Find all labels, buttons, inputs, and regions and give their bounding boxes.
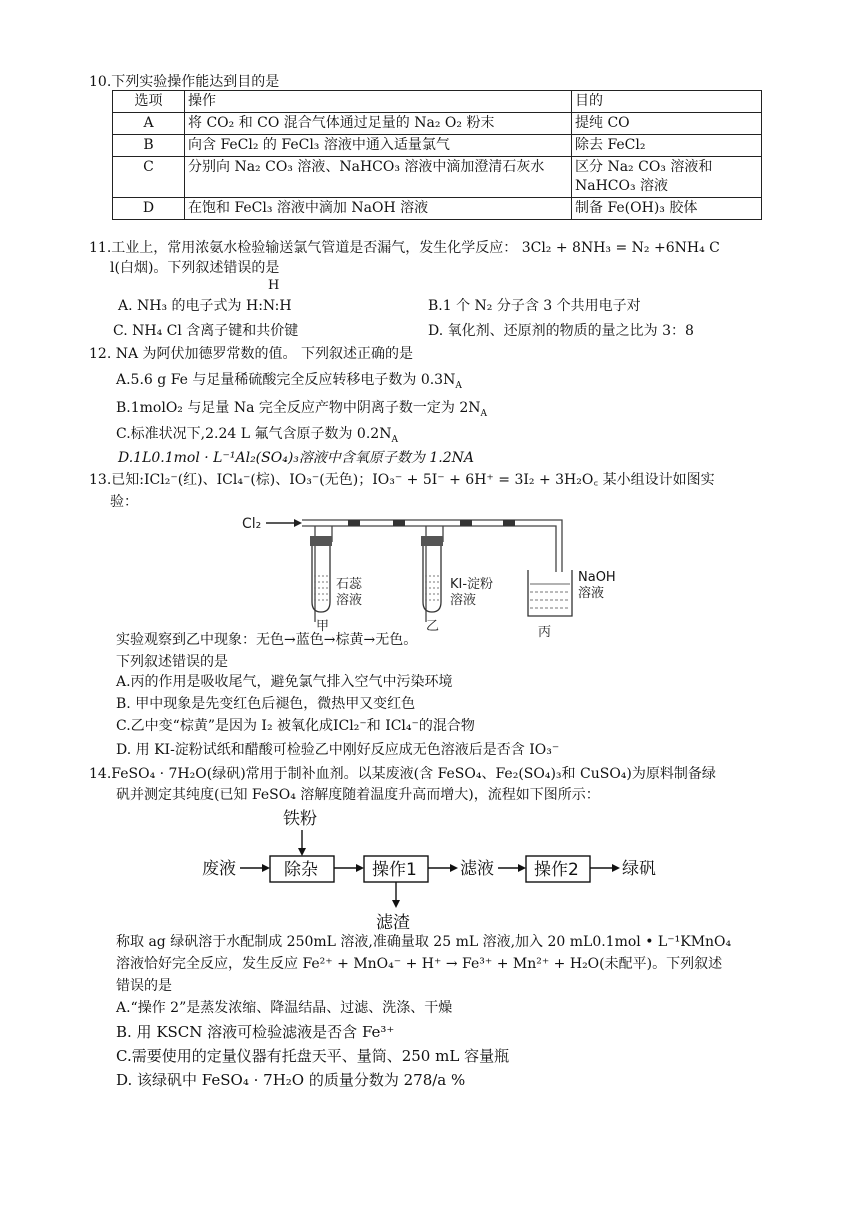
flow-product-green-vitriol: 绿矾 xyxy=(622,859,656,879)
connector xyxy=(393,520,405,526)
cell-purpose: 提纯 CO xyxy=(572,113,762,135)
subscript-a: A xyxy=(455,380,462,391)
flowchart xyxy=(200,804,670,934)
q14-option-c: C.需要使用的定量仪器有托盘天平、量筒、250 mL 容量瓶 xyxy=(116,1047,510,1065)
q13-option-a: A.丙的作用是吸收尾气，避免氯气排入空气中污染环境 xyxy=(116,674,453,690)
beaker-label-line1: NaOH xyxy=(578,570,616,585)
q12-stem: 12. NA 为阿伏加德罗常数的值。 下列叙述正确的是 xyxy=(89,346,413,362)
q13-observation: 实验观察到乙中现象：无色→蓝色→棕黄→无色。 xyxy=(116,632,418,648)
q14-stem-line1: 14.FeSO₄ · 7H₂O(绿矾)常用于制补血剂。以某废液(含 FeSO₄、Fe₂(SO₄)₃和 CuSO₄)为原料制备绿 xyxy=(89,766,716,782)
beaker-name: 丙 xyxy=(538,625,552,640)
cell-operation: 向含 FeCl₂ 的 FeCl₃ 溶液中通入适量氯气 xyxy=(185,135,572,157)
header-operation: 操作 xyxy=(185,91,572,113)
q13-option-d: D. 用 KI-淀粉试纸和醋酸可检验乙中刚好反应成无色溶液后是否含 IO₃⁻ xyxy=(116,742,560,758)
q13-option-b: B. 甲中现象是先变红色后褪色，微热甲又变红色 xyxy=(116,696,416,712)
q11-option-b: B.1 个 N₂ 分子含 3 个共用电子对 xyxy=(428,298,641,314)
connector xyxy=(503,520,515,526)
q14-option-b: B. 用 KSCN 溶液可检验滤液是否含 Fe³⁺ xyxy=(116,1023,395,1041)
tube1-name: 甲 xyxy=(316,619,330,634)
q12-option-c xyxy=(116,424,398,450)
subscript-a: A xyxy=(391,434,398,445)
connector xyxy=(348,520,360,526)
test-tube-jia xyxy=(310,526,332,622)
flow-filtrate: 滤液 xyxy=(460,859,494,879)
cell-purpose: 区分 Na₂ CO₃ 溶液和 NaHCO₃ 溶液 xyxy=(572,157,762,198)
q11-option-d: D. 氧化剂、还原剂的物质的量之比为 3：8 xyxy=(428,323,694,339)
cell-operation: 将 CO₂ 和 CO 混合气体通过足量的 Na₂ O₂ 粉末 xyxy=(185,113,572,135)
q14-stem-line2: 矾并测定其纯度(已知 FeSO₄ 溶解度随着温度升高而增大)，流程如下图所示： xyxy=(116,787,600,803)
q13-stem-line1: 13.已知:ICl₂⁻(红)、ICl₄⁻(棕)、IO₃⁻(无色)；IO₃⁻ + 5I⁻ + 6H⁺ = 3I₂ + 3H₂O꜀ 某小组设计如图实 xyxy=(89,472,715,488)
flow-waste-liquid: 废液 xyxy=(202,859,236,879)
q12-option-d: D.1L0.1mol · L⁻¹Al₂(SO₄)₃溶液中含氧原子数为 1.2NA xyxy=(118,450,474,466)
q12-option-a xyxy=(116,370,462,396)
inlet-arrow-head xyxy=(294,519,302,527)
beaker-bing xyxy=(528,570,572,616)
electron-formula-top-h: H xyxy=(268,278,280,293)
q12-option-c-text: C.标准状况下,2.24 L 氟气含原子数为 0.2N xyxy=(116,426,392,442)
tube1-label-line1: 石蕊 xyxy=(336,577,363,592)
q11-stem-line1: 11.工业上，常用浓氨水检验输送氯气管道是否漏气，发生化学反应： 3Cl₂ + 8NH₃ = N₂ +6NH₄ C xyxy=(89,240,720,256)
subscript-a: A xyxy=(480,408,487,419)
flow-operation-1: 操作1 xyxy=(372,860,417,880)
cell-option: D xyxy=(113,198,185,220)
q11-option-a: A. NH₃ 的电子式为 H:N:H xyxy=(118,298,292,314)
tube2-label-line2: 溶液 xyxy=(450,593,477,608)
q14-para-line3: 错误的是 xyxy=(116,978,172,994)
flow-operation-2: 操作2 xyxy=(534,860,579,880)
cl2-label: Cl₂ xyxy=(242,516,262,532)
q14-para-line1: 称取 ag 绿矾溶于水配制成 250mL 溶液,准确量取 25 mL 溶液,加入 20 mL0.1mol • L⁻¹KMnO₄ xyxy=(116,934,732,950)
q14-option-a: A.“操作 2”是蒸发浓缩、降温结晶、过滤、洗涤、干燥 xyxy=(116,1000,453,1016)
table-row xyxy=(113,157,762,198)
q14-para-line2: 溶液恰好完全反应，发生反应 Fe²⁺ + MnO₄⁻ + H⁺ → Fe³⁺ + Mn²⁺ + H₂O(未配平)。下列叙述 xyxy=(116,956,723,972)
flow-remove-impurity: 除杂 xyxy=(284,860,318,880)
tube1-label-line2: 溶液 xyxy=(336,593,363,608)
q14-option-d: D. 该绿矾中 FeSO₄ · 7H₂O 的质量分数为 278/a % xyxy=(116,1071,466,1089)
q12-option-a-text: A.5.6 g Fe 与足量稀硫酸完全反应转移电子数为 0.3N xyxy=(116,372,456,388)
test-tube-yi xyxy=(421,526,443,622)
q13-option-c: C.乙中变“棕黄”是因为 I₂ 被氧化成ICl₂⁻和 ICl₄⁻的混合物 xyxy=(116,718,475,734)
flow-residue: 滤渣 xyxy=(376,913,410,933)
cell-operation: 在饱和 FeCl₃ 溶液中滴加 NaOH 溶液 xyxy=(185,198,572,220)
table-row xyxy=(113,198,762,220)
connector xyxy=(460,520,472,526)
beaker-label-line2: 溶液 xyxy=(578,586,605,601)
q13-stem-line2: 验： xyxy=(110,494,138,510)
q11-option-c: C. NH₄ Cl 含离子键和共价键 xyxy=(113,323,299,339)
table-row xyxy=(113,113,762,135)
q12-option-b-text: B.1molO₂ 与足量 Na 完全反应产物中阴离子数一定为 2N xyxy=(116,400,481,416)
q10-table xyxy=(112,90,762,220)
flow-iron-powder: 铁粉 xyxy=(283,809,317,829)
q11-stem-line2: l(白烟)。下列叙述错误的是 xyxy=(110,260,280,276)
cell-operation: 分别向 Na₂ CO₃ 溶液、NaHCO₃ 溶液中滴加澄清石灰水 xyxy=(185,157,572,198)
table-header-row xyxy=(113,91,762,113)
cell-purpose: 制备 Fe(OH)₃ 胶体 xyxy=(572,198,762,220)
header-option: 选项 xyxy=(113,91,185,113)
header-purpose: 目的 xyxy=(572,91,762,113)
cell-option: A xyxy=(113,113,185,135)
table-row xyxy=(113,135,762,157)
cell-option: C xyxy=(113,157,185,198)
tube2-label-line1: KI-淀粉 xyxy=(450,577,494,592)
cell-purpose: 除去 FeCl₂ xyxy=(572,135,762,157)
q12-option-b xyxy=(116,398,487,424)
cell-option: B xyxy=(113,135,185,157)
q13-ask: 下列叙述错误的是 xyxy=(116,654,228,670)
q10-stem: 10.下列实验操作能达到目的是 xyxy=(89,74,280,90)
tube2-name: 乙 xyxy=(426,619,440,634)
